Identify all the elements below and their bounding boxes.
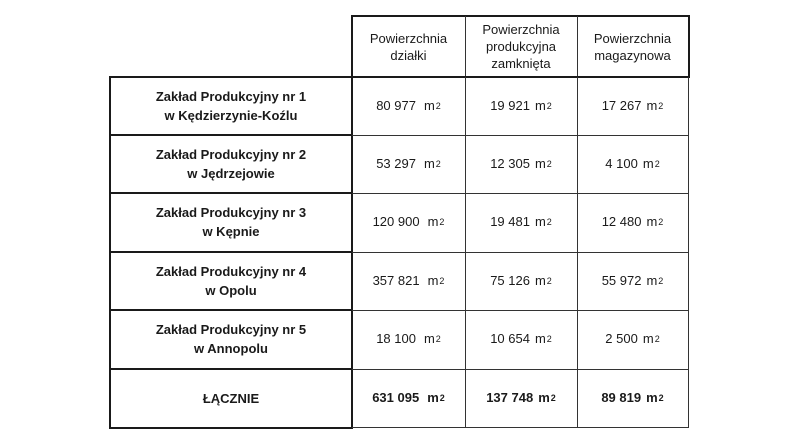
row-label-line: Zakład Produkcyjny nr 2 [155, 147, 307, 162]
header-plot-area [352, 16, 465, 77]
unit-exponent: 2 [654, 334, 660, 344]
closed-production-area-value [465, 193, 577, 251]
unit: m [427, 390, 439, 405]
header-line: działki [390, 47, 427, 63]
unit: m [534, 331, 546, 346]
unit-exponent: 2 [546, 334, 552, 344]
row-label [110, 193, 352, 251]
value: 80 977 [376, 98, 416, 113]
unit: m [646, 390, 658, 405]
warehouse-area-value [577, 193, 688, 251]
unit-exponent: 2 [546, 217, 552, 227]
unit-exponent: 2 [439, 217, 445, 227]
unit: m [427, 214, 439, 229]
grid-line [351, 15, 690, 17]
grid-line [465, 16, 466, 77]
grid-line [577, 16, 578, 77]
grid-line [109, 134, 352, 136]
plot-area-value [352, 193, 465, 251]
grid-line [352, 427, 689, 428]
unit-exponent: 2 [658, 393, 664, 403]
closed-production-area-value [465, 135, 577, 193]
value: 631 095 [372, 390, 420, 405]
header-line: zamknięta [491, 56, 551, 71]
unit: m [534, 273, 546, 288]
unit-exponent: 2 [435, 101, 441, 111]
row-label-line: w Opolu [205, 283, 257, 298]
unit-exponent: 2 [550, 393, 556, 403]
row-label-line: w Kępnie [202, 224, 260, 239]
plot-area-value [352, 135, 465, 193]
unit: m [534, 214, 546, 229]
value: 2 500 [605, 331, 638, 346]
value: 75 126 [490, 273, 530, 288]
row-label-line: w Kędzierzynie-Koźlu [164, 108, 298, 123]
closed-production-area-value [465, 252, 577, 310]
total-closed-production-area-value [465, 369, 577, 427]
unit-exponent: 2 [658, 276, 664, 286]
unit: m [646, 214, 658, 229]
grid-line [352, 193, 689, 194]
unit-exponent: 2 [435, 159, 441, 169]
grid-line [352, 252, 689, 253]
header-line: magazynowa [594, 47, 671, 63]
unit-exponent: 2 [658, 101, 664, 111]
grid-line [109, 192, 352, 194]
row-label [110, 310, 352, 368]
unit-exponent: 2 [439, 393, 445, 403]
value: 10 654 [490, 331, 530, 346]
row-label-line: Zakład Produkcyjny nr 3 [155, 205, 307, 220]
value: 19 481 [490, 214, 530, 229]
warehouse-area-value [577, 135, 688, 193]
plot-area-value [352, 252, 465, 310]
unit-exponent: 2 [546, 159, 552, 169]
header-warehouse-area [577, 16, 688, 77]
row-label-line: Zakład Produkcyjny nr 4 [155, 264, 307, 279]
plot-area-value [352, 310, 465, 368]
unit: m [646, 98, 658, 113]
unit-exponent: 2 [546, 276, 552, 286]
unit: m [423, 331, 435, 346]
row-label-line: w Annopolu [194, 341, 268, 356]
unit: m [538, 390, 550, 405]
unit: m [423, 98, 435, 113]
value: 4 100 [605, 156, 638, 171]
header-line: Powierzchnia [593, 30, 672, 46]
value: 357 821 [372, 273, 420, 288]
header-line: produkcyjna [485, 39, 557, 54]
grid-line [352, 135, 689, 136]
unit-exponent: 2 [654, 159, 660, 169]
row-label [110, 252, 352, 310]
unit-exponent: 2 [435, 334, 441, 344]
row-label-line: Zakład Produkcyjny nr 5 [155, 322, 307, 337]
row-label-line: Zakład Produkcyjny nr 1 [155, 89, 307, 104]
unit-exponent: 2 [546, 101, 552, 111]
unit: m [646, 273, 658, 288]
header-line: Powierzchnia [482, 22, 560, 37]
unit-exponent: 2 [439, 276, 445, 286]
grid-line [109, 76, 690, 78]
grid-line [109, 427, 353, 429]
row-label-line: w Jędrzejowie [187, 166, 275, 181]
row-label [110, 77, 352, 135]
row-label [110, 135, 352, 193]
value: 12 305 [490, 156, 530, 171]
header-closed-production-area [465, 16, 577, 77]
warehouse-area-value [577, 310, 688, 368]
closed-production-area-value [465, 77, 577, 135]
unit: m [534, 98, 546, 113]
grid-line [351, 15, 353, 78]
warehouse-area-value [577, 252, 688, 310]
grid-line [352, 369, 689, 370]
warehouse-area-value [577, 77, 688, 135]
value: 55 972 [601, 273, 642, 288]
value: 12 480 [601, 214, 642, 229]
total-plot-area-value [352, 369, 465, 427]
grid-line [352, 310, 689, 311]
unit: m [423, 156, 435, 171]
value: 120 900 [372, 214, 420, 229]
value: 18 100 [376, 331, 416, 346]
grid-line [109, 368, 352, 370]
grid-line [109, 309, 352, 311]
unit-exponent: 2 [658, 217, 664, 227]
header-line: Powierzchnia [369, 30, 448, 46]
grid-line [109, 251, 352, 253]
grid-line [688, 15, 690, 78]
unit: m [642, 156, 654, 171]
closed-production-area-value [465, 310, 577, 368]
unit: m [427, 273, 439, 288]
unit: m [642, 331, 654, 346]
total-label: ŁĄCZNIE [202, 390, 260, 406]
value: 89 819 [601, 390, 642, 405]
value: 17 267 [601, 98, 642, 113]
value: 19 921 [490, 98, 530, 113]
unit: m [534, 156, 546, 171]
value: 53 297 [376, 156, 416, 171]
total-warehouse-area-value [577, 369, 688, 427]
plot-area-value [352, 77, 465, 135]
value: 137 748 [486, 390, 534, 405]
